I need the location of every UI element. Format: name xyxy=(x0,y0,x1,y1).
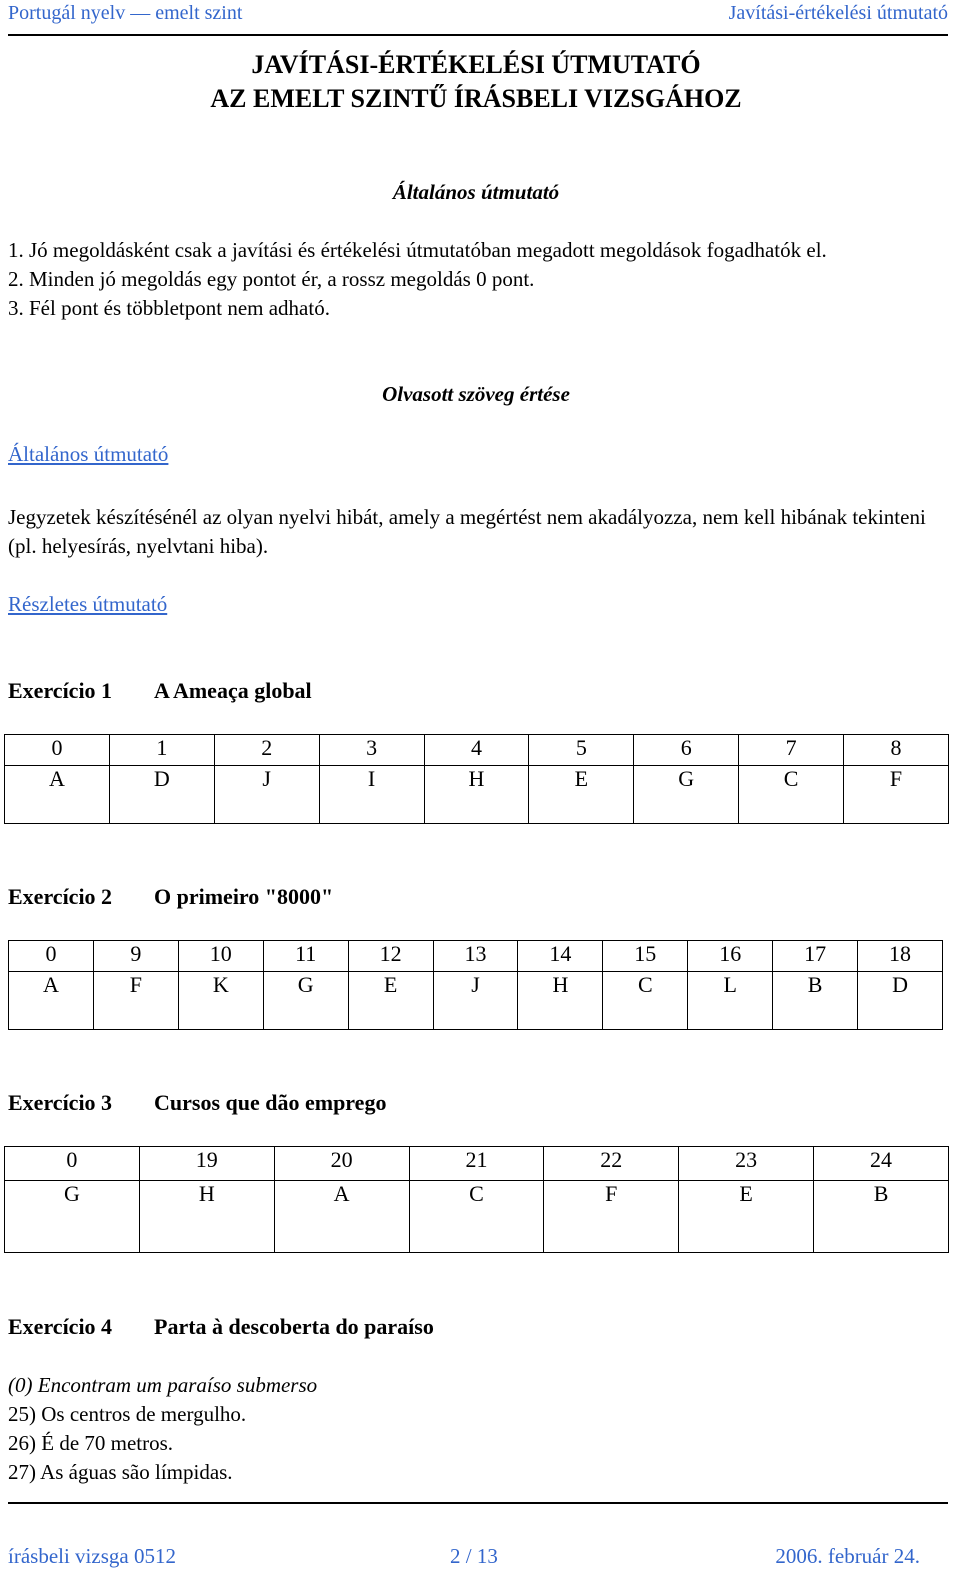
item-answer: J xyxy=(214,766,319,824)
item-number: 14 xyxy=(518,941,603,972)
title-line-2: AZ EMELT SZINTŰ ÍRÁSBELI VIZSGÁHOZ xyxy=(210,84,742,113)
item-number: 15 xyxy=(603,941,688,972)
item-number: 17 xyxy=(773,941,858,972)
item-answer: A xyxy=(9,972,94,1030)
item-number: 24 xyxy=(814,1147,949,1181)
exercise-3-answer-row xyxy=(5,1181,949,1253)
item-number: 1 xyxy=(109,735,214,766)
exercise-2-number-row xyxy=(9,941,943,972)
exercise-4-answer-26: 26) É de 70 metros. xyxy=(8,1431,174,1455)
item-number: 0 xyxy=(5,1147,140,1181)
item-number: 20 xyxy=(274,1147,409,1181)
page-header xyxy=(8,0,948,36)
item-answer: H xyxy=(139,1181,274,1253)
item-number: 0 xyxy=(9,941,94,972)
footer-exam-code: írásbeli vizsga 0512 xyxy=(8,1544,176,1568)
header-subject: Portugál nyelv — emelt szint xyxy=(8,2,243,24)
item-number: 4 xyxy=(424,735,529,766)
item-number: 19 xyxy=(139,1147,274,1181)
item-answer: A xyxy=(5,766,110,824)
item-number: 6 xyxy=(634,735,739,766)
exercise-4-label: Exercício 4 xyxy=(8,1314,113,1339)
item-number: 12 xyxy=(348,941,433,972)
item-answer: F xyxy=(93,972,178,1030)
exercise-3-title: Cursos que dão emprego xyxy=(154,1090,387,1115)
rule-2: 2. Minden jó megoldás egy pontot ér, a rossz megoldás 0 pont. xyxy=(8,267,535,291)
item-answer: G xyxy=(263,972,348,1030)
general-heading: Általános útmutató xyxy=(392,180,560,204)
title-line-1: JAVÍTÁSI-ÉRTÉKELÉSI ÚTMUTATÓ xyxy=(251,50,701,79)
exercise-3-label: Exercício 3 xyxy=(8,1090,113,1115)
item-number: 3 xyxy=(319,735,424,766)
item-answer: I xyxy=(319,766,424,824)
item-answer: E xyxy=(348,972,433,1030)
item-number: 10 xyxy=(178,941,263,972)
item-number: 22 xyxy=(544,1147,679,1181)
footer-page-number: 2 / 13 xyxy=(450,1544,498,1568)
exercise-4-example: (0) Encontram um paraíso submerso xyxy=(8,1373,318,1397)
item-answer: D xyxy=(109,766,214,824)
item-number: 9 xyxy=(93,941,178,972)
item-number: 23 xyxy=(679,1147,814,1181)
general-rules xyxy=(8,236,948,323)
item-number: 2 xyxy=(214,735,319,766)
exercise-1-heading xyxy=(8,678,312,704)
exercise-1-label: Exercício 1 xyxy=(8,678,113,703)
exercise-2-title: O primeiro "8000" xyxy=(154,884,334,909)
reading-general-text: Jegyzetek készítésénél az olyan nyelvi hibát, amely a megértést nem akadályozza, nem kell hibának tekinteni (pl. helyesírás, nyelvtani hiba). xyxy=(8,505,926,558)
item-answer: J xyxy=(433,972,518,1030)
reading-heading: Olvasott szöveg értése xyxy=(382,382,570,406)
exercise-4-answer-27: 27) As águas são límpidas. xyxy=(8,1460,233,1484)
item-answer: G xyxy=(5,1181,140,1253)
exercise-3-heading xyxy=(8,1090,386,1116)
item-answer: E xyxy=(529,766,634,824)
item-number: 8 xyxy=(844,735,949,766)
item-answer: K xyxy=(178,972,263,1030)
document-title xyxy=(0,48,952,116)
exercise-2-answer-row xyxy=(9,972,943,1030)
exercise-2-label: Exercício 2 xyxy=(8,884,113,909)
reading-detail-label: Részletes útmutató xyxy=(8,592,168,616)
item-answer: C xyxy=(409,1181,544,1253)
exercise-4-heading xyxy=(8,1314,434,1340)
item-answer: L xyxy=(688,972,773,1030)
item-answer: A xyxy=(274,1181,409,1253)
exercise-1-title: A Ameaça global xyxy=(154,678,312,703)
item-number: 21 xyxy=(409,1147,544,1181)
item-answer: F xyxy=(544,1181,679,1253)
header-doc-type: Javítási-értékelési útmutató xyxy=(728,2,948,24)
rule-1: 1. Jó megoldásként csak a javítási és értékelési útmutatóban megadott megoldások fogadhatók el. xyxy=(8,238,827,262)
rule-3: 3. Fél pont és többletpont nem adható. xyxy=(8,296,330,320)
exercise-2-answer-table xyxy=(8,940,943,1030)
exercise-2-heading xyxy=(8,884,333,910)
exercise-3-answer-table xyxy=(4,1146,949,1253)
item-number: 11 xyxy=(263,941,348,972)
item-number: 18 xyxy=(858,941,943,972)
exercise-4-answers xyxy=(8,1371,948,1487)
exercise-1-answer-table xyxy=(4,734,949,824)
item-number: 13 xyxy=(433,941,518,972)
reading-general-label: Általános útmutató xyxy=(8,442,169,466)
exercise-3-number-row xyxy=(5,1147,949,1181)
item-answer: C xyxy=(739,766,844,824)
item-answer: G xyxy=(634,766,739,824)
exercise-4-title: Parta à descoberta do paraíso xyxy=(154,1314,434,1339)
item-answer: E xyxy=(679,1181,814,1253)
item-answer: C xyxy=(603,972,688,1030)
item-answer: B xyxy=(773,972,858,1030)
item-answer: D xyxy=(858,972,943,1030)
item-number: 0 xyxy=(5,735,110,766)
exercise-1-answer-row xyxy=(5,766,949,824)
exercise-1-number-row xyxy=(5,735,949,766)
item-answer: H xyxy=(518,972,603,1030)
item-answer: B xyxy=(814,1181,949,1253)
item-number: 7 xyxy=(739,735,844,766)
item-answer: F xyxy=(844,766,949,824)
item-number: 16 xyxy=(688,941,773,972)
item-number: 5 xyxy=(529,735,634,766)
exercise-4-answer-25: 25) Os centros de mergulho. xyxy=(8,1402,247,1426)
page-footer xyxy=(8,1502,948,1582)
footer-date: 2006. február 24. xyxy=(775,1544,920,1568)
item-answer: H xyxy=(424,766,529,824)
